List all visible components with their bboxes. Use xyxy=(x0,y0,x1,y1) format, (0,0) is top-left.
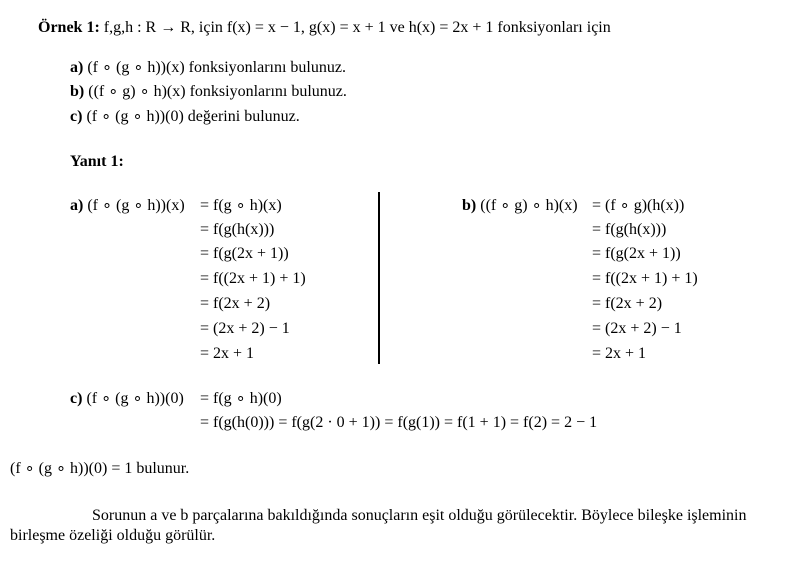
part-b-step: = f(g(h(x))) xyxy=(592,221,667,238)
question-text: fonksiyonlarını bulunuz. xyxy=(189,83,347,100)
part-b-step: = (f ∘ g)(h(x)) xyxy=(592,197,685,214)
part-a-step: = (2x + 2) − 1 xyxy=(200,320,290,337)
part-a-lhs: (f ∘ (g ∘ h))(x) xyxy=(87,197,185,214)
part-b-lhs: ((f ∘ g) ∘ h)(x) xyxy=(480,197,578,214)
part-b-step: = f(2x + 2) xyxy=(592,295,663,312)
conclusion-text: Sorunun a ve b parçalarına bakıldığında sonuçların eşit olduğu görülecektir. Böylece bileşke işleminin birleşme özeliği olduğu görülür. xyxy=(10,507,747,544)
part-a-label: a) xyxy=(70,197,84,214)
question-expression: ((f ∘ g) ∘ h)(x) xyxy=(88,83,186,100)
result-line xyxy=(10,459,189,479)
part-c-first-line xyxy=(70,389,184,409)
question-c xyxy=(70,107,300,127)
example-statement: f,g,h : R → R, için f(x) = x − 1, g(x) = x + 1 ve h(x) = 2x + 1 fonksiyonları için xyxy=(103,19,611,36)
result-text: bulunur. xyxy=(136,460,190,477)
question-b xyxy=(70,82,347,102)
question-label: c) xyxy=(70,108,83,125)
part-a-step: = 2x + 1 xyxy=(200,345,255,362)
conclusion-paragraph xyxy=(10,506,780,546)
example-heading: Örnek 1: xyxy=(38,19,100,36)
answer-heading: Yanıt 1: xyxy=(70,153,124,170)
part-b-step: = (2x + 2) − 1 xyxy=(592,320,682,337)
question-expression: (f ∘ (g ∘ h))(0) xyxy=(86,108,184,125)
question-expression: (f ∘ (g ∘ h))(x) xyxy=(87,59,185,76)
part-b-step: = f((2x + 1) + 1) xyxy=(592,270,698,287)
part-a-step: = f(2x + 2) xyxy=(200,295,271,312)
part-b-step: = 2x + 1 xyxy=(592,345,647,362)
part-a-step: = f(g ∘ h)(x) xyxy=(200,197,282,214)
question-a xyxy=(70,58,346,78)
part-b-step: = f(g(2x + 1)) xyxy=(592,245,681,262)
part-c-step-2: = f(g(h(0))) = f(g(2 · 0 + 1)) = f(g(1)) = f(1 + 1) = f(2) = 2 − 1 xyxy=(200,414,598,431)
part-c-label: c) xyxy=(70,390,83,407)
question-label: b) xyxy=(70,83,85,100)
question-text: değerini bulunuz. xyxy=(187,108,300,125)
question-label: a) xyxy=(70,59,84,76)
question-text: fonksiyonlarını bulunuz. xyxy=(188,59,346,76)
part-c-lhs: (f ∘ (g ∘ h))(0) xyxy=(86,390,184,407)
part-a-step: = f(g(h(x))) xyxy=(200,221,275,238)
column-divider xyxy=(378,192,380,364)
part-b-label: b) xyxy=(462,197,477,214)
part-c-step-1: = f(g ∘ h)(0) xyxy=(200,390,282,407)
part-a-step: = f(g(2x + 1)) xyxy=(200,245,289,262)
part-a-step: = f((2x + 1) + 1) xyxy=(200,270,306,287)
part-a-first-line xyxy=(70,196,185,216)
result-expression: (f ∘ (g ∘ h))(0) = 1 xyxy=(10,460,133,477)
part-b-first-line xyxy=(462,196,578,216)
example-statement-line xyxy=(38,18,611,38)
